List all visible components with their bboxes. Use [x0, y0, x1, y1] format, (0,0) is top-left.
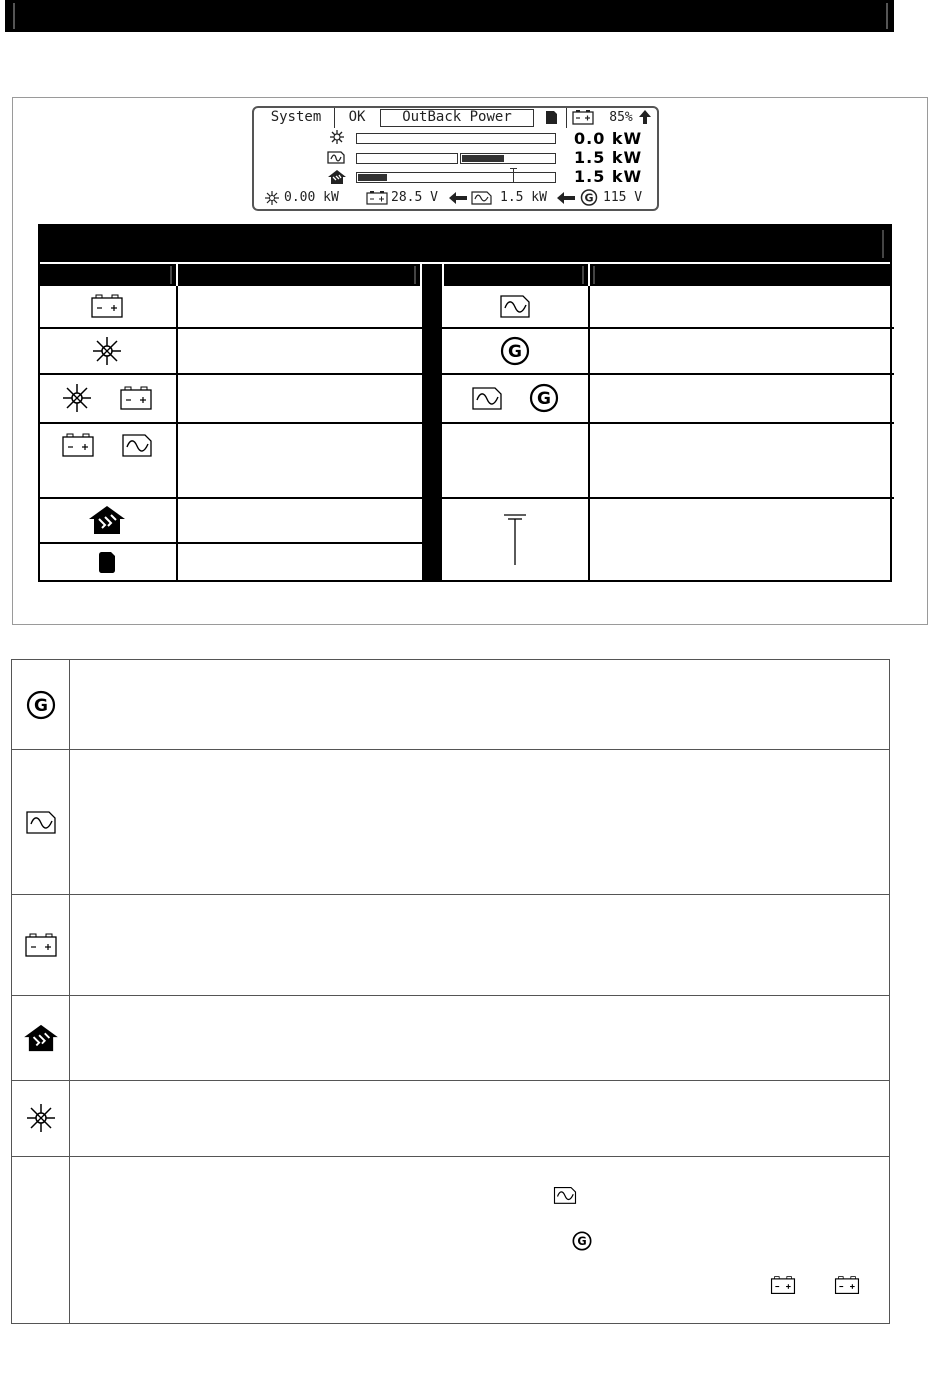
solar-power-value: 0.0 kW	[574, 129, 643, 148]
load-power-value: 1.5 kW	[574, 167, 643, 186]
load-marker-cap	[510, 168, 517, 169]
generator-icon	[12, 660, 69, 749]
charge-power-bar	[356, 153, 458, 164]
lcd-top-row	[254, 108, 657, 128]
legend-row-battery-inverter	[40, 424, 174, 466]
arrow-up-icon	[636, 108, 654, 127]
legend-row-inverter-generator	[442, 374, 588, 422]
inverter-icon	[12, 749, 69, 894]
battery-icon	[568, 108, 598, 127]
inverter-icon	[471, 385, 503, 411]
lcd-brand-label: OutBack Power	[380, 109, 534, 127]
header-bar-left-tick	[13, 3, 15, 29]
inverter-icon	[326, 149, 348, 165]
battery-icon	[770, 1275, 796, 1295]
status-inverter-value: 1.5 kW	[500, 190, 547, 205]
svg-text:G: G	[584, 191, 594, 205]
inverter-power-fill	[462, 155, 504, 162]
lcd-battery-soc: 85%	[609, 110, 633, 125]
legend-row-load-marker	[442, 498, 588, 580]
legend-row-generator	[442, 328, 588, 373]
legend-center-divider	[422, 264, 442, 582]
legend-row-battery	[40, 286, 174, 326]
sd-card-icon	[537, 108, 565, 127]
section-header-bar	[5, 0, 894, 32]
sun-icon	[328, 129, 346, 145]
status-battery-value: 28.5 V	[391, 190, 438, 205]
generator-icon	[572, 1231, 592, 1251]
status-grid-value: 115 V	[603, 190, 643, 205]
generator-icon	[580, 189, 598, 206]
load-house-icon	[88, 505, 126, 535]
arrow-left-icon	[448, 191, 468, 205]
legend-header-cell	[178, 264, 420, 286]
battery-icon	[834, 1275, 860, 1295]
marker-icon	[500, 512, 530, 566]
lcd-divider	[566, 108, 567, 128]
legend-header-cell	[40, 264, 176, 286]
battery-icon	[61, 432, 95, 458]
battery-icon	[366, 190, 388, 205]
inverter-power-value: 1.5 kW	[574, 148, 643, 167]
load-power-bar	[356, 172, 556, 183]
battery-icon	[90, 293, 124, 319]
sun-icon	[61, 383, 93, 413]
generator-icon	[529, 383, 559, 413]
load-power-fill	[358, 174, 387, 181]
sun-icon	[264, 191, 280, 205]
load-marker	[513, 168, 514, 183]
legend-row-sd-card	[40, 543, 174, 580]
header-bar-right-tick	[886, 3, 888, 29]
legend-row-solar-battery	[40, 374, 174, 422]
battery-icon	[12, 894, 69, 995]
arrow-left-icon	[556, 191, 576, 205]
load-house-icon	[327, 169, 347, 185]
legend-header-cell	[590, 264, 892, 286]
sun-icon	[91, 336, 123, 366]
legend-row-load	[40, 498, 174, 542]
inverter-icon	[471, 190, 493, 205]
lcd-status-label: OK	[348, 109, 366, 125]
load-house-icon	[12, 995, 69, 1080]
svg-text:G: G	[577, 1234, 587, 1248]
svg-text:G: G	[537, 389, 551, 409]
lcd-system-label: System	[270, 109, 322, 125]
sd-card-icon	[96, 550, 118, 574]
status-solar-value: 0.00 kW	[284, 190, 339, 205]
legend-row-inverter	[442, 286, 588, 326]
inverter-icon	[499, 293, 531, 319]
solar-power-bar	[356, 133, 556, 144]
lcd-divider	[334, 108, 335, 128]
legend-title-bar	[40, 226, 890, 262]
icon-description-table	[11, 659, 890, 1324]
generator-icon	[500, 336, 530, 366]
legend-row-solar	[40, 328, 174, 373]
inverter-icon	[121, 432, 153, 458]
inverter-icon	[553, 1185, 577, 1205]
inverter-power-bar	[460, 153, 556, 164]
battery-icon	[119, 385, 153, 411]
sun-icon	[12, 1080, 69, 1156]
svg-text:G: G	[508, 341, 522, 362]
svg-text:G: G	[33, 695, 48, 716]
legend-header-cell	[444, 264, 588, 286]
